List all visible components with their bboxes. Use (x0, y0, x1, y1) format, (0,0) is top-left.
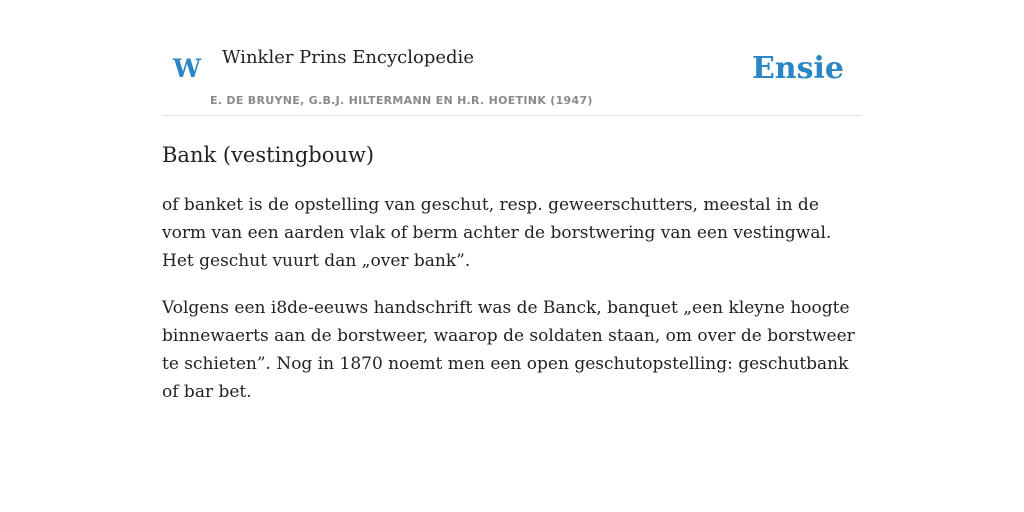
ensie-brand-logo[interactable]: Ensie (751, 51, 844, 86)
article-paragraph: Volgens een i8de-eeuws handschrift was de Banck, banquet „een kleyne hoogte binnewaerts aan de borstweer, waarop de soldaten staan, om over de borstweer te schieten”. Nog in 1870 noemt men een open geschutopstelling: geschutbank of bar bet. (162, 298, 855, 402)
encyclopedia-logo[interactable]: W (173, 54, 202, 83)
article-paragraph: of banket is de opstelling van geschut, resp. geweerschutters, meestal in de vorm van een aarden vlak of berm achter de borstwering van een vestingwal. Het geschut vuurt dan „over bank”. (162, 195, 832, 271)
encyclopedia-header (162, 0, 862, 116)
article-title: Bank (vestingbouw) (162, 143, 375, 167)
encyclopedia-authors: E. DE BRUYNE, G.B.J. HILTERMANN EN H.R. HOETINK (1947) (210, 94, 593, 107)
article (162, 141, 862, 406)
page (162, 0, 862, 406)
encyclopedia-title-link[interactable]: Winkler Prins Encyclopedie (222, 47, 474, 68)
